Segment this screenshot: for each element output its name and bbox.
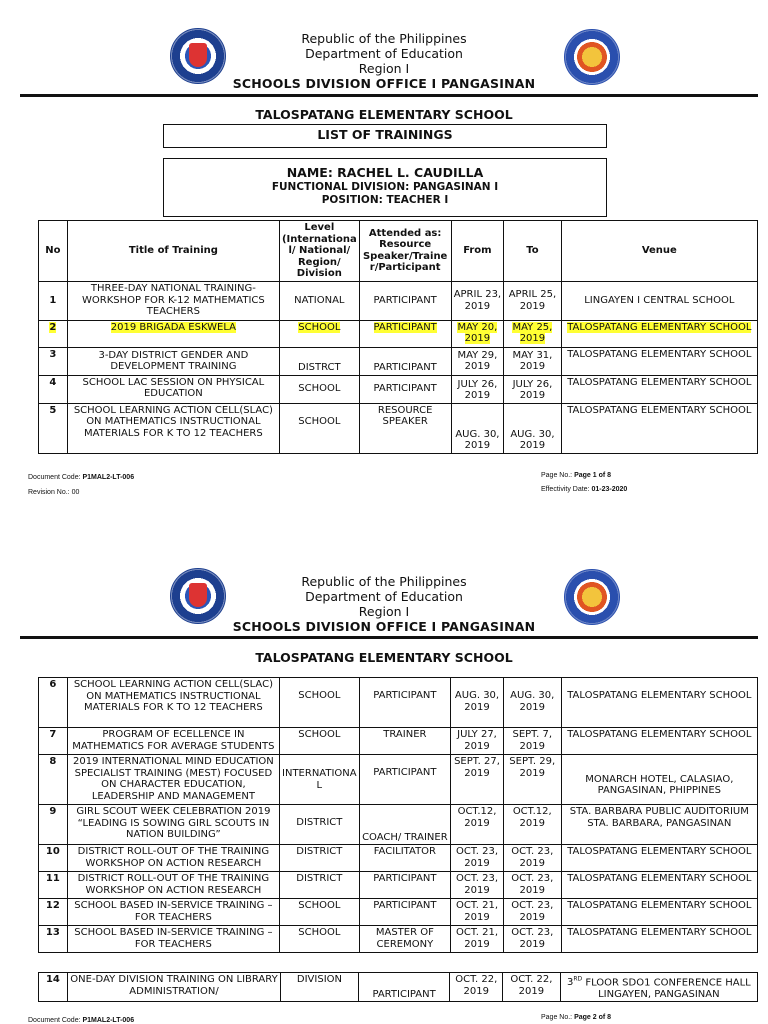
table-row	[39, 845, 758, 872]
row-level: SCHOOL	[279, 403, 359, 453]
profile-name: NAME: RACHEL L. CAUDILLA	[286, 165, 484, 180]
table-row	[39, 728, 758, 755]
row-to: AUG. 30, 2019	[504, 403, 561, 453]
row-attended: MASTER OF CEREMONY	[359, 926, 450, 953]
profile-box	[163, 158, 607, 217]
row-title: ONE-DAY DIVISION TRAINING ON LIBRARY ADMINISTRATION/	[67, 973, 280, 1002]
row-title: PROGRAM OF ECELLENCE IN MATHEMATICS FOR AVERAGE STUDENTS	[67, 728, 279, 755]
row-no: 8	[39, 755, 68, 805]
col-title: Title of Training	[67, 221, 279, 282]
page-label: Page No.:	[541, 472, 573, 479]
profile-division: FUNCTIONAL DIVISION: PANGASINAN I	[271, 181, 499, 193]
row-title: SCHOOL BASED IN-SERVICE TRAINING – FOR TEACHERS	[67, 899, 279, 926]
row-level: SCHOOL	[298, 321, 341, 333]
row-level: DISTRICT	[280, 872, 360, 899]
row-level: SCHOOL	[280, 728, 360, 755]
page-value: Page 1 of 8	[574, 472, 612, 479]
header-rule	[20, 94, 758, 97]
page-no	[541, 472, 611, 479]
row-title: SCHOOL LEARNING ACTION CELL(SLAC) ON MATHEMATICS INSTRUCTIONAL MATERIALS FOR K TO 12 TEACHERS	[67, 403, 279, 453]
venue-text: FLOOR SDO1 CONFERENCE HALL LINGAYEN, PANGASINAN	[585, 977, 751, 1000]
row-from: OCT. 21, 2019	[451, 926, 504, 953]
row-to: OCT. 23, 2019	[503, 845, 561, 872]
table-row	[39, 805, 758, 845]
col-venue: Venue	[561, 221, 757, 282]
row-level: DISTRCT	[279, 347, 359, 375]
row-attended: FACILITATOR	[359, 845, 450, 872]
row-no: 9	[39, 805, 68, 845]
row-level: DIVISION	[281, 973, 359, 1002]
doc-code-value: P1MAL2-LT-006	[82, 1017, 135, 1024]
row-title: SCHOOL BASED IN-SERVICE TRAINING – FOR TEACHERS	[67, 926, 279, 953]
row-to: SEPT. 7, 2019	[503, 728, 561, 755]
row-title: 3-DAY DISTRICT GENDER AND DEVELOPMENT TRAINING	[67, 347, 279, 375]
letterhead	[0, 31, 768, 91]
doc-code-label: Document Code:	[28, 474, 81, 481]
row-from: OCT.12, 2019	[451, 805, 504, 845]
row-level: SCHOOL	[280, 678, 360, 728]
row-venue: LINGAYEN I CENTRAL SCHOOL	[561, 281, 757, 320]
school-name: TALOSPATANG ELEMENTARY SCHOOL	[255, 650, 513, 665]
row-venue	[560, 973, 757, 1002]
region-line: Region I	[358, 604, 410, 619]
row-venue: TALOSPATANG ELEMENTARY SCHOOL	[561, 728, 757, 755]
row-venue: TALOSPATANG ELEMENTARY SCHOOL	[561, 872, 757, 899]
effectivity-value: 01-23-2020	[591, 486, 628, 493]
doc-code-label: Document Code:	[28, 1017, 81, 1024]
header-rule	[20, 636, 758, 639]
row-level: SCHOOL	[280, 926, 360, 953]
row-attended: RESOURCE SPEAKER	[359, 403, 451, 453]
row-no: 7	[39, 728, 68, 755]
row-to: MAY 31, 2019	[504, 347, 561, 375]
row-to: OCT.12, 2019	[503, 805, 561, 845]
row-venue: TALOSPATANG ELEMENTARY SCHOOL	[561, 678, 757, 728]
division-line: SCHOOLS DIVISION OFFICE I PANGASINAN	[232, 76, 536, 91]
row-level: NATIONAL	[279, 281, 359, 320]
row-from: MAY 20, 2019	[457, 321, 498, 344]
row-attended: PARTICIPANT	[359, 347, 451, 375]
row-level: DISTRICT	[280, 805, 360, 845]
row-venue: TALOSPATANG ELEMENTARY SCHOOL	[561, 403, 757, 453]
row-attended: PARTICIPANT	[373, 321, 437, 333]
trainings-table-page1	[38, 220, 758, 454]
table-row	[39, 347, 758, 375]
list-title: LIST OF TRAININGS	[163, 124, 607, 148]
row-from: JULY 26, 2019	[451, 375, 504, 403]
effectivity-label: Effectivity Date:	[541, 486, 590, 493]
row-no: 2	[49, 321, 57, 333]
row-level: INTERNATIONA L	[280, 755, 360, 805]
trainings-table-continued	[38, 972, 758, 1002]
col-level: Level (Internationa l/ National/ Region/ Division	[279, 221, 359, 282]
row-title: 2019 BRIGADA ESKWELA	[110, 321, 236, 333]
row-venue: TALOSPATANG ELEMENTARY SCHOOL	[567, 321, 752, 333]
col-attended: Attended as: Resource Speaker/Traine r/Participant	[359, 221, 451, 282]
republic-line: Republic of the Philippines	[301, 574, 467, 589]
row-no: 6	[39, 678, 68, 728]
row-to: JULY 26, 2019	[504, 375, 561, 403]
venue-ordinal: 3RD	[566, 976, 583, 989]
table-row	[39, 973, 758, 1002]
table-row	[39, 926, 758, 953]
row-attended: PARTICIPANT	[359, 899, 450, 926]
page-label: Page No.:	[541, 1014, 573, 1021]
row-from: SEPT. 27, 2019	[451, 755, 504, 805]
row-to: OCT. 23, 2019	[503, 872, 561, 899]
row-no: 11	[39, 872, 68, 899]
row-venue: TALOSPATANG ELEMENTARY SCHOOL	[561, 375, 757, 403]
row-attended: PARTICIPANT	[359, 375, 451, 403]
row-from: APRIL 23, 2019	[451, 281, 504, 320]
row-from: AUG. 30, 2019	[451, 678, 504, 728]
table-row	[39, 375, 758, 403]
row-from: OCT. 23, 2019	[451, 845, 504, 872]
row-level: SCHOOL	[280, 899, 360, 926]
row-title: DISTRICT ROLL-OUT OF THE TRAINING WORKSHOP ON ACTION RESEARCH	[67, 872, 279, 899]
col-no: No	[39, 221, 68, 282]
row-to: APRIL 25, 2019	[504, 281, 561, 320]
row-title: 2019 INTERNATIONAL MIND EDUCATION SPECIALIST TRAINING (MEST) FOCUSED ON CHARACTER EDUCATION, LEADERSHIP AND MANAGEMENT	[67, 755, 279, 805]
revision-no: Revision No.: 00	[28, 489, 80, 496]
table-row	[39, 403, 758, 453]
row-attended: PARTICIPANT	[359, 872, 450, 899]
row-venue: TALOSPATANG ELEMENTARY SCHOOL	[561, 845, 757, 872]
row-no: 3	[39, 347, 68, 375]
row-no: 1	[39, 281, 68, 320]
table-row	[39, 755, 758, 805]
letterhead	[0, 574, 768, 634]
profile-position: POSITION: TEACHER I	[321, 194, 449, 206]
row-attended: TRAINER	[359, 728, 450, 755]
row-venue: MONARCH HOTEL, CALASIAO, PANGASINAN, PHIPPINES	[561, 755, 757, 805]
row-venue: STA. BARBARA PUBLIC AUDITORIUM STA. BARBARA, PANGASINAN	[561, 805, 757, 845]
republic-line: Republic of the Philippines	[301, 31, 467, 46]
doc-code	[28, 474, 134, 481]
row-no: 10	[39, 845, 68, 872]
row-title: SCHOOL LAC SESSION ON PHYSICAL EDUCATION	[67, 375, 279, 403]
row-no: 12	[39, 899, 68, 926]
row-from: JULY 27, 2019	[451, 728, 504, 755]
row-level: DISTRICT	[280, 845, 360, 872]
doc-code	[28, 1017, 134, 1024]
col-from: From	[451, 221, 504, 282]
division-line: SCHOOLS DIVISION OFFICE I PANGASINAN	[232, 619, 536, 634]
row-title: SCHOOL LEARNING ACTION CELL(SLAC) ON MATHEMATICS INSTRUCTIONAL MATERIALS FOR K TO 12 TEACHERS	[67, 678, 279, 728]
row-to: SEPT. 29, 2019	[503, 755, 561, 805]
row-title: GIRL SCOUT WEEK CELEBRATION 2019 “LEADING IS SOWING GIRL SCOUTS IN NATION BUILDING”	[67, 805, 279, 845]
effectivity-date	[541, 486, 627, 493]
row-venue: TALOSPATANG ELEMENTARY SCHOOL	[561, 347, 757, 375]
row-no: 13	[39, 926, 68, 953]
row-from: AUG. 30, 2019	[451, 403, 504, 453]
row-attended: PARTICIPANT	[359, 281, 451, 320]
table-row	[39, 281, 758, 320]
col-to: To	[504, 221, 561, 282]
region-line: Region I	[358, 61, 410, 76]
row-from: OCT. 22, 2019	[450, 973, 503, 1002]
row-attended: PARTICIPANT	[359, 678, 450, 728]
row-to: OCT. 23, 2019	[503, 926, 561, 953]
table-header-row	[39, 221, 758, 282]
row-venue: TALOSPATANG ELEMENTARY SCHOOL	[561, 926, 757, 953]
row-to: MAY 25, 2019	[512, 321, 553, 344]
row-from: OCT. 21, 2019	[451, 899, 504, 926]
row-level: SCHOOL	[279, 375, 359, 403]
row-from: MAY 29, 2019	[451, 347, 504, 375]
page-value: Page 2 of 8	[574, 1014, 612, 1021]
page-no	[541, 1014, 611, 1021]
row-venue: TALOSPATANG ELEMENTARY SCHOOL	[561, 899, 757, 926]
row-no: 5	[39, 403, 68, 453]
row-to: AUG. 30, 2019	[503, 678, 561, 728]
row-attended: COACH/ TRAINER	[359, 805, 450, 845]
department-line: Department of Education	[305, 46, 463, 61]
row-title: DISTRICT ROLL-OUT OF THE TRAINING WORKSHOP ON ACTION RESEARCH	[67, 845, 279, 872]
department-line: Department of Education	[305, 589, 463, 604]
row-no: 14	[39, 973, 68, 1002]
row-attended: PARTICIPANT	[359, 755, 450, 805]
table-row	[39, 678, 758, 728]
table-row	[39, 899, 758, 926]
row-attended: PARTICIPANT	[358, 973, 450, 1002]
row-from: OCT. 23, 2019	[451, 872, 504, 899]
row-no: 4	[39, 375, 68, 403]
table-row	[39, 872, 758, 899]
doc-code-value: P1MAL2-LT-006	[82, 474, 135, 481]
trainings-table-page2	[38, 677, 758, 953]
row-to: OCT. 22, 2019	[503, 973, 561, 1002]
table-row-highlighted	[39, 320, 758, 347]
row-title: THREE-DAY NATIONAL TRAINING-WORKSHOP FOR K-12 MATHEMATICS TEACHERS	[67, 281, 279, 320]
row-to: OCT. 23, 2019	[503, 899, 561, 926]
school-name: TALOSPATANG ELEMENTARY SCHOOL	[255, 107, 513, 122]
